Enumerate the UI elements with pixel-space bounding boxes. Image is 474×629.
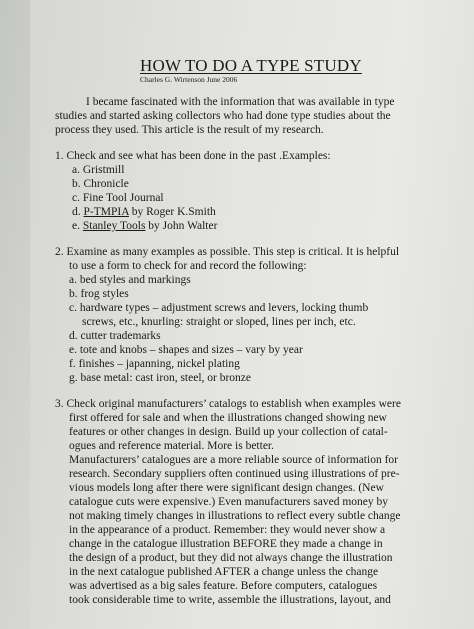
section-2-line: f. finishes – japanning, nickel plating bbox=[69, 358, 240, 370]
section-3-line: 3. Check original manufacturers’ catalogs to establish when examples were bbox=[55, 398, 401, 410]
reference-link-ptmpia[interactable]: P-TMPIA bbox=[83, 206, 129, 218]
section-3-line: features or other changes in design. Build up your collection of catal- bbox=[69, 426, 388, 438]
section-3-line: in the appearance of a product. Remember: they would never show a bbox=[69, 524, 386, 536]
page-title: HOW TO DO A TYPE STUDY bbox=[140, 56, 362, 75]
section-1-item: c. Fine Tool Journal bbox=[72, 192, 164, 204]
section-1-item bbox=[72, 219, 217, 233]
section-2-line: c. hardware types – adjustment screws and levers, locking thumb bbox=[69, 302, 369, 314]
section-1-item bbox=[72, 205, 216, 219]
section-3-line: research. Secondary suppliers often continued using illustrations of pre- bbox=[69, 468, 400, 480]
item-author: by John Walter bbox=[145, 220, 218, 232]
section-2-line: b. frog styles bbox=[69, 288, 129, 300]
reference-link-stanley-tools[interactable]: Stanley Tools bbox=[82, 220, 146, 232]
section-1-item: b. Chronicle bbox=[72, 178, 129, 190]
section-3-line: Manufacturers’ catalogues are a more reliable source of information for bbox=[69, 454, 398, 466]
section-3-line: not making timely changes in illustrations to reflect every subtle change bbox=[69, 510, 401, 522]
section-2-line: to use a form to check for and record the following: bbox=[69, 260, 307, 272]
intro-line: studies and started asking collectors who had done type studies about the bbox=[55, 110, 391, 122]
item-author: by Roger K.Smith bbox=[128, 206, 216, 218]
section-1-item: a. Gristmill bbox=[72, 164, 125, 176]
section-3-line: took considerable time to write, assemble the illustrations, layout, and bbox=[69, 594, 391, 606]
section-3-line: change in the catalogue illustration BEFORE they made a change in bbox=[69, 538, 383, 550]
item-letter: d. bbox=[72, 206, 84, 218]
section-3-line: vious models long after there were significant design changes. (New bbox=[69, 482, 384, 494]
section-2-line: a. bed styles and markings bbox=[69, 274, 191, 286]
section-2-line: d. cutter trademarks bbox=[69, 330, 161, 342]
section-2-line: g. base metal: cast iron, steel, or bronze bbox=[69, 372, 252, 384]
section-2-line: screws, etc., knurling: straight or sloped, lines per inch, etc. bbox=[82, 316, 356, 328]
section-2-line: 2. Examine as many examples as possible. This step is critical. It is helpful bbox=[55, 246, 400, 258]
section-1-heading: 1. Check and see what has been done in the past .Examples: bbox=[55, 150, 331, 162]
section-3-line: catalogue cuts were expensive.) Even manufacturers saved money by bbox=[69, 496, 388, 508]
section-3-line: ogues and reference material. More is better. bbox=[69, 440, 274, 452]
section-3-line: first offered for sale and when the illustrations changed showing new bbox=[69, 412, 387, 424]
author-byline: Charles G. Wirtenson June 2006 bbox=[140, 75, 238, 84]
item-letter: e. bbox=[72, 220, 83, 232]
section-3-line: in the next catalogue published AFTER a change unless the change bbox=[69, 566, 379, 578]
intro-line: I became fascinated with the information that was available in type bbox=[86, 96, 395, 108]
intro-line: process they used. This article is the result of my research. bbox=[55, 124, 324, 136]
section-3-line: was advertised as a big sales feature. Before computers, catalogues bbox=[69, 580, 378, 592]
section-2-line: e. tote and knobs – shapes and sizes – vary by year bbox=[69, 344, 303, 356]
section-3-line: the design of a product, but they did not always change the illustration bbox=[69, 552, 393, 564]
